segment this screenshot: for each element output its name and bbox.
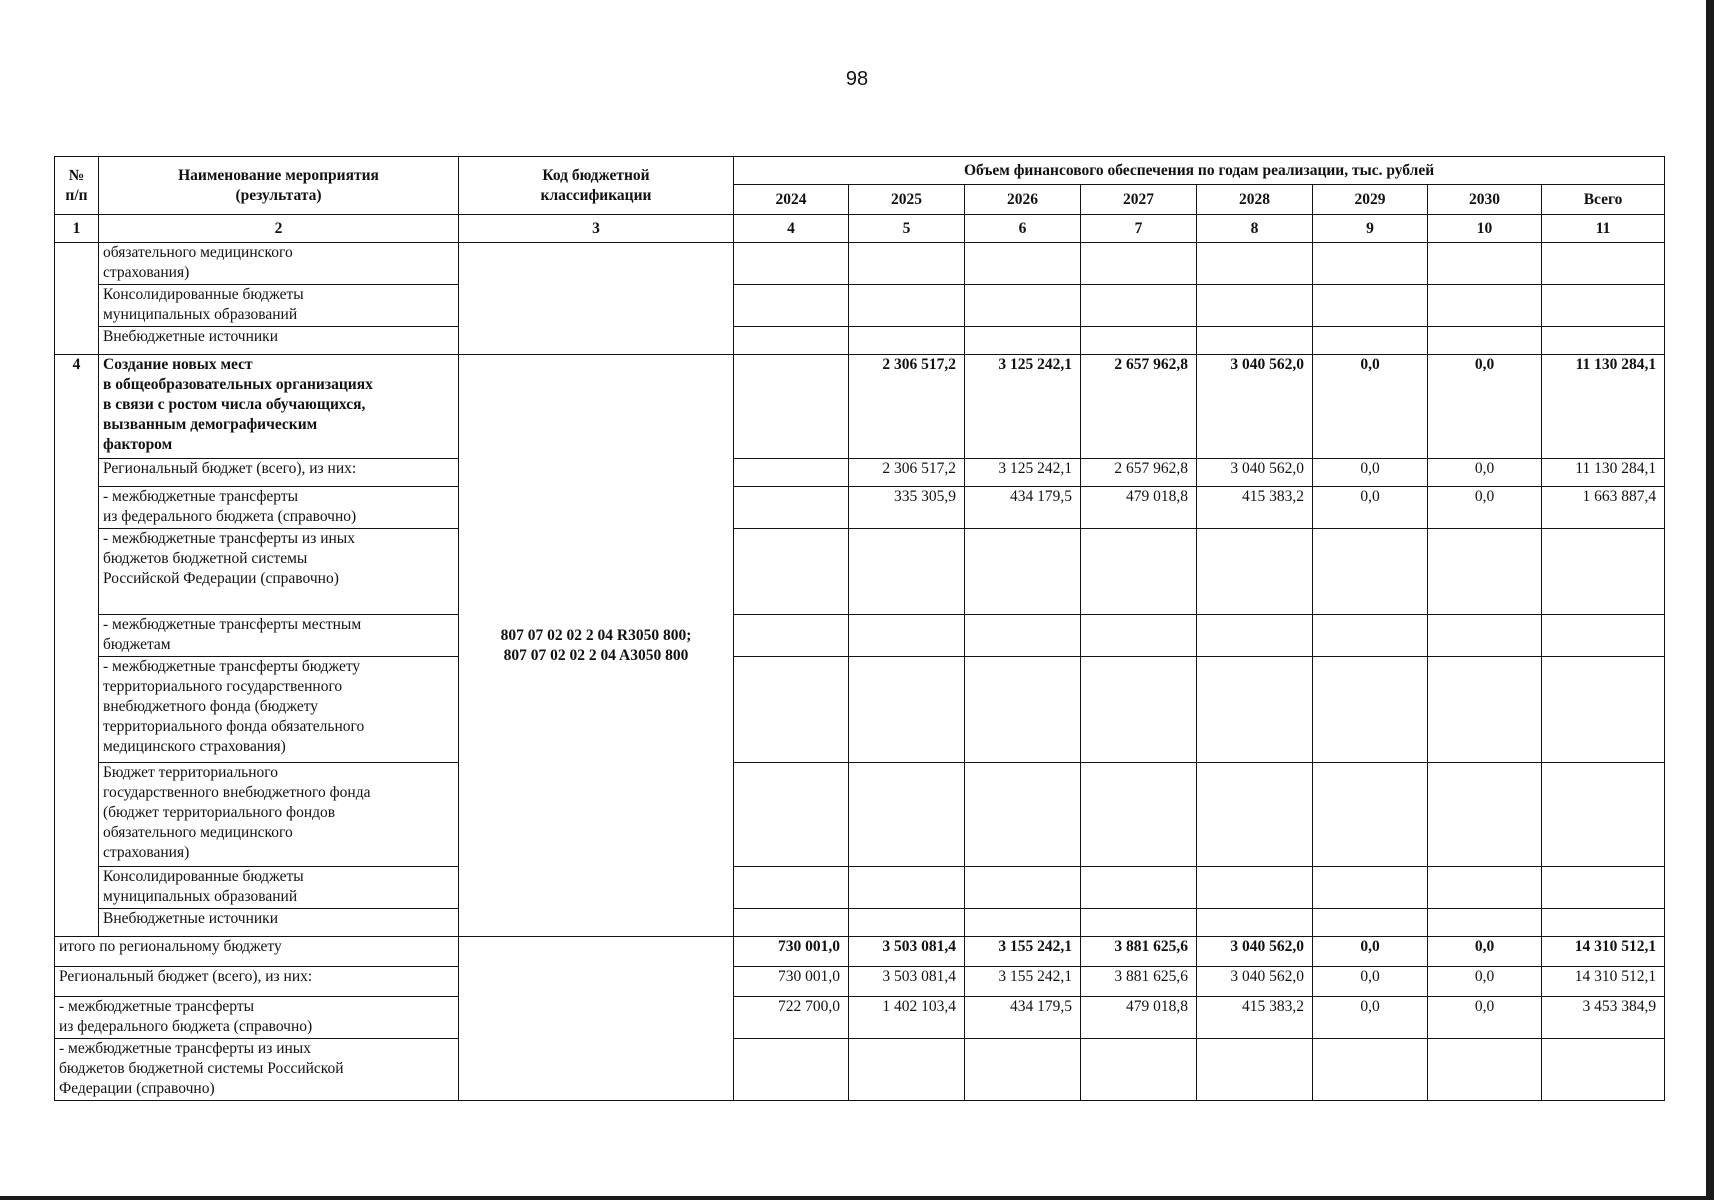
value-cell [1428, 657, 1542, 763]
value-cell [734, 657, 849, 763]
value-cell [849, 327, 965, 355]
value-cell [1542, 1039, 1665, 1101]
value-cell [849, 615, 965, 657]
value-cell: 415 383,2 [1197, 997, 1313, 1039]
row-name-cell: Консолидированные бюджеты муниципальных образований [99, 867, 459, 909]
value-cell [734, 529, 849, 615]
value-cell [1428, 1039, 1542, 1101]
value-cell: 2 306 517,2 [849, 355, 965, 459]
row-code-cell [459, 243, 734, 355]
value-cell [1197, 327, 1313, 355]
row-number-cell: 4 [55, 355, 99, 937]
value-cell: 0,0 [1313, 459, 1428, 487]
value-cell [1313, 285, 1428, 327]
row-name-cell: - межбюджетные трансферты местным бюджетам [99, 615, 459, 657]
value-cell [1313, 763, 1428, 867]
value-cell: 434 179,5 [965, 997, 1081, 1039]
row-name-cell: Внебюджетные источники [99, 327, 459, 355]
value-cell [1428, 327, 1542, 355]
value-cell [1542, 529, 1665, 615]
value-cell [734, 909, 849, 937]
value-cell: 0,0 [1313, 997, 1428, 1039]
total-name-cell: - межбюджетные трансферты из федерального бюджета (справочно) [55, 997, 459, 1039]
value-cell [849, 529, 965, 615]
value-cell: 479 018,8 [1081, 487, 1197, 529]
value-cell [734, 487, 849, 529]
scan-edge [0, 1196, 1714, 1200]
value-cell [1313, 615, 1428, 657]
row-name-cell: Создание новых мест в общеобразовательных организациях в связи с ростом числа обучающихся, вызванным демографическим фактором [99, 355, 459, 459]
value-cell [734, 355, 849, 459]
value-cell: 3 503 081,4 [849, 967, 965, 997]
value-cell [1081, 615, 1197, 657]
row-name-cell: - межбюджетные трансферты бюджету территориального государственного внебюджетного фонда (бюджету территориального фонда обязательного медицинского страхования) [99, 657, 459, 763]
value-cell [1428, 285, 1542, 327]
value-cell [849, 657, 965, 763]
value-cell: 3 503 081,4 [849, 937, 965, 967]
header-year: 2030 [1428, 185, 1542, 215]
value-cell [734, 243, 849, 285]
column-number: 3 [459, 215, 734, 243]
value-cell [1081, 867, 1197, 909]
value-cell: 0,0 [1428, 997, 1542, 1039]
value-cell: 0,0 [1428, 937, 1542, 967]
value-cell [1542, 867, 1665, 909]
value-cell [1542, 763, 1665, 867]
value-cell [1542, 327, 1665, 355]
value-cell: 11 130 284,1 [1542, 355, 1665, 459]
value-cell [1313, 1039, 1428, 1101]
value-cell [1081, 529, 1197, 615]
header-year: 2026 [965, 185, 1081, 215]
row-name-cell: Консолидированные бюджеты муниципальных образований [99, 285, 459, 327]
value-cell: 3 125 242,1 [965, 355, 1081, 459]
value-cell: 3 155 242,1 [965, 967, 1081, 997]
value-cell [1081, 243, 1197, 285]
value-cell [734, 763, 849, 867]
value-cell: 1 402 103,4 [849, 997, 965, 1039]
value-cell [1428, 909, 1542, 937]
value-cell [1542, 285, 1665, 327]
page-number: 98 [845, 68, 869, 90]
value-cell [1313, 909, 1428, 937]
row-name-cell: - межбюджетные трансферты из иных бюджетов бюджетной системы Российской Федерации (справочно) [99, 529, 459, 615]
table-row [55, 487, 1665, 529]
value-cell [1542, 909, 1665, 937]
value-cell [1428, 867, 1542, 909]
column-number: 7 [1081, 215, 1197, 243]
value-cell [734, 459, 849, 487]
value-cell [1428, 615, 1542, 657]
value-cell [1081, 909, 1197, 937]
header-volume: Объем финансового обеспечения по годам реализации, тыс. рублей [734, 157, 1665, 185]
column-number: 9 [1313, 215, 1428, 243]
value-cell [965, 657, 1081, 763]
value-cell: 335 305,9 [849, 487, 965, 529]
value-cell [734, 327, 849, 355]
value-cell: 0,0 [1313, 487, 1428, 529]
value-cell [1081, 763, 1197, 867]
value-cell: 730 001,0 [734, 937, 849, 967]
header-year: 2029 [1313, 185, 1428, 215]
row-name-cell: обязательного медицинского страхования) [99, 243, 459, 285]
value-cell: 0,0 [1428, 967, 1542, 997]
value-cell: 730 001,0 [734, 967, 849, 997]
value-cell [1197, 657, 1313, 763]
value-cell: 1 663 887,4 [1542, 487, 1665, 529]
value-cell: 3 125 242,1 [965, 459, 1081, 487]
value-cell [1542, 243, 1665, 285]
value-cell: 415 383,2 [1197, 487, 1313, 529]
value-cell [734, 867, 849, 909]
header-year: Всего [1542, 185, 1665, 215]
header-year: 2025 [849, 185, 965, 215]
value-cell [1428, 529, 1542, 615]
value-cell [1197, 909, 1313, 937]
value-cell: 3 040 562,0 [1197, 355, 1313, 459]
table-row [55, 1039, 1665, 1101]
value-cell [849, 909, 965, 937]
value-cell [849, 243, 965, 285]
row-number-cell [55, 243, 99, 355]
header-code: Код бюджетной классификации [459, 157, 734, 215]
value-cell [1081, 1039, 1197, 1101]
value-cell: 479 018,8 [1081, 997, 1197, 1039]
table-row [55, 529, 1665, 615]
total-name-cell: итого по региональному бюджету [55, 937, 459, 967]
value-cell [1542, 657, 1665, 763]
value-cell [1197, 529, 1313, 615]
value-cell: 722 700,0 [734, 997, 849, 1039]
header-year: 2024 [734, 185, 849, 215]
value-cell [1197, 763, 1313, 867]
table-row [55, 243, 1665, 285]
value-cell [1081, 327, 1197, 355]
column-number: 6 [965, 215, 1081, 243]
table-row [55, 355, 1665, 459]
value-cell [965, 867, 1081, 909]
column-number: 8 [1197, 215, 1313, 243]
value-cell [965, 763, 1081, 867]
value-cell [1197, 1039, 1313, 1101]
value-cell [1197, 243, 1313, 285]
value-cell [1313, 327, 1428, 355]
table-row [55, 763, 1665, 867]
header-year: 2027 [1081, 185, 1197, 215]
value-cell: 3 881 625,6 [1081, 967, 1197, 997]
value-cell: 0,0 [1313, 937, 1428, 967]
value-cell [734, 615, 849, 657]
table-row [55, 459, 1665, 487]
value-cell: 2 657 962,8 [1081, 459, 1197, 487]
row-name-cell: - межбюджетные трансферты из федерального бюджета (справочно) [99, 487, 459, 529]
value-cell [1197, 867, 1313, 909]
value-cell [965, 615, 1081, 657]
value-cell [849, 285, 965, 327]
value-cell [965, 327, 1081, 355]
value-cell [965, 1039, 1081, 1101]
table-row [55, 615, 1665, 657]
column-number: 11 [1542, 215, 1665, 243]
column-number: 4 [734, 215, 849, 243]
value-cell [734, 1039, 849, 1101]
row-name-cell: Внебюджетные источники [99, 909, 459, 937]
value-cell: 11 130 284,1 [1542, 459, 1665, 487]
value-cell: 2 657 962,8 [1081, 355, 1197, 459]
value-cell: 0,0 [1313, 355, 1428, 459]
value-cell [1428, 763, 1542, 867]
value-cell [1197, 615, 1313, 657]
value-cell [1313, 243, 1428, 285]
table-row [55, 997, 1665, 1039]
row-name-cell: Региональный бюджет (всего), из них: [99, 459, 459, 487]
value-cell [965, 529, 1081, 615]
table-row [55, 967, 1665, 997]
value-cell [1542, 615, 1665, 657]
value-cell [1313, 867, 1428, 909]
value-cell: 434 179,5 [965, 487, 1081, 529]
table-row [55, 909, 1665, 937]
total-code-cell [459, 937, 734, 1101]
value-cell: 3 040 562,0 [1197, 967, 1313, 997]
value-cell: 3 453 384,9 [1542, 997, 1665, 1039]
value-cell [965, 909, 1081, 937]
value-cell [1428, 243, 1542, 285]
value-cell: 3 155 242,1 [965, 937, 1081, 967]
value-cell [1197, 285, 1313, 327]
value-cell: 0,0 [1428, 459, 1542, 487]
value-cell [965, 285, 1081, 327]
table-row [55, 867, 1665, 909]
value-cell [849, 1039, 965, 1101]
table-row [55, 285, 1665, 327]
header-no: № п/п [55, 157, 99, 215]
scan-edge [1706, 0, 1714, 1200]
value-cell: 0,0 [1428, 355, 1542, 459]
row-name-cell: Бюджет территориального государственного внебюджетного фонда (бюджет территориального фондов обязательного медицинского страхования) [99, 763, 459, 867]
row-code-cell: 807 07 02 02 2 04 R3050 800; 807 07 02 02 2 04 A3050 800 [459, 355, 734, 937]
value-cell: 3 040 562,0 [1197, 459, 1313, 487]
column-number: 2 [99, 215, 459, 243]
value-cell: 0,0 [1428, 487, 1542, 529]
column-number: 1 [55, 215, 99, 243]
table-row [55, 327, 1665, 355]
value-cell: 0,0 [1313, 967, 1428, 997]
value-cell [1081, 285, 1197, 327]
value-cell: 3 881 625,6 [1081, 937, 1197, 967]
header-name: Наименование мероприятия (результата) [99, 157, 459, 215]
value-cell: 2 306 517,2 [849, 459, 965, 487]
value-cell [849, 867, 965, 909]
total-name-cell: - межбюджетные трансферты из иных бюджетов бюджетной системы Российской Федерации (справочно) [55, 1039, 459, 1101]
table-row [55, 657, 1665, 763]
value-cell [734, 285, 849, 327]
header-year: 2028 [1197, 185, 1313, 215]
table-row [55, 937, 1665, 967]
total-name-cell: Региональный бюджет (всего), из них: [55, 967, 459, 997]
value-cell [849, 763, 965, 867]
value-cell: 14 310 512,1 [1542, 967, 1665, 997]
budget-table [54, 156, 1665, 1101]
value-cell: 3 040 562,0 [1197, 937, 1313, 967]
column-number: 10 [1428, 215, 1542, 243]
column-number: 5 [849, 215, 965, 243]
value-cell [1313, 657, 1428, 763]
value-cell [1081, 657, 1197, 763]
value-cell [1313, 529, 1428, 615]
table-body [55, 243, 1665, 1101]
value-cell [965, 243, 1081, 285]
value-cell: 14 310 512,1 [1542, 937, 1665, 967]
